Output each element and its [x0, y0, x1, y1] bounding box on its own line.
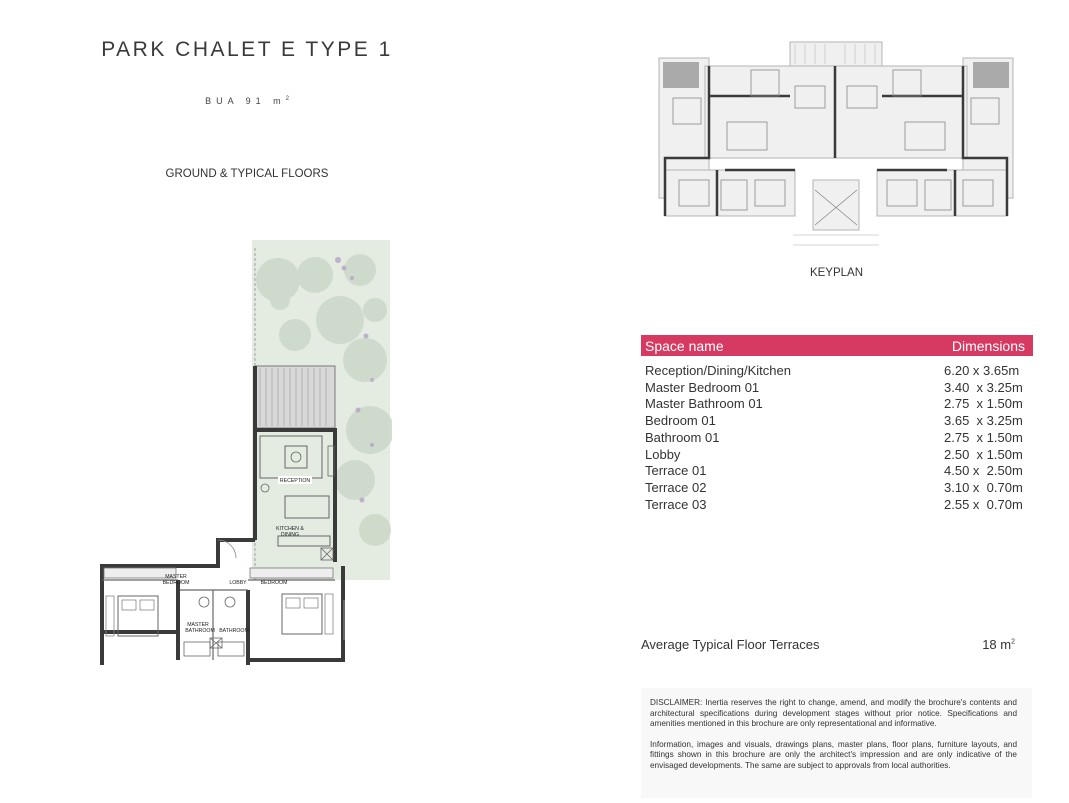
- label-master-bathroom-1: MASTER: [187, 622, 209, 628]
- terraces-value: 18 $m^2$: [982, 637, 1015, 652]
- label-kitchen-2: DINING: [280, 532, 300, 538]
- label-master-bedroom-2: BEDROOM: [162, 580, 190, 586]
- page-title: PARK CHALET E TYPE 1: [101, 38, 393, 61]
- label-kitchen-1: KITCHEN &: [276, 526, 304, 532]
- disclaimer-box: [641, 688, 1032, 798]
- table-header: [641, 335, 1033, 356]
- disclaimer-paragraph-1: DISCLAIMER: Inertia reserves the right to change, amend, and modify the brochure's contents and architectural specifications during development stages without prior notice. Specifications and amenities mentioned in this brochure are only representational and informative.: [650, 698, 1017, 728]
- table-row: Terrace 02 3.10 x 0.70m: [645, 479, 1023, 495]
- label-lobby: LOBBY: [229, 580, 247, 586]
- terrace-01: [255, 366, 335, 428]
- table-row: Lobby 2.50 x 1.50m: [645, 446, 1023, 462]
- table-row: Terrace 03 2.55 x 0.70m: [645, 496, 1023, 512]
- keyplan-drawing: [655, 40, 1017, 248]
- table-row: Master Bedroom 01 3.40 x 3.25m: [645, 379, 1023, 395]
- disclaimer-paragraph-2: Information, images and visuals, drawings plans, master plans, floor plans, furniture layouts, and fittings shown in this brochure are only the architect's impression and are only indicative of the envisaged developments. The same are subject to approvals from local authorities.: [650, 739, 1017, 770]
- table-row: Master Bathroom 01 2.75 x 1.50m: [645, 396, 1023, 412]
- label-bathroom: BATHROOM: [219, 628, 249, 634]
- floor-plan: [100, 240, 392, 668]
- terraces-summary: [641, 637, 1015, 652]
- table-row: Reception/Dining/Kitchen 6.20 x 3.65m: [645, 363, 1020, 378]
- header-dimensions: Dimensions: [951, 337, 1025, 354]
- bua-area: BUA 91 $m^2$: [205, 96, 289, 106]
- label-bedroom: BEDROOM: [260, 580, 288, 586]
- terraces-label: Average Typical Floor Terraces: [641, 637, 820, 652]
- floors-label: GROUND & TYPICAL FLOORS: [165, 168, 329, 180]
- label-master-bedroom-1: MASTER: [165, 574, 187, 580]
- label-master-bathroom-2: BATHROOM: [185, 628, 215, 634]
- header-space-name: Space name: [645, 337, 724, 354]
- dimensions-table: [645, 363, 1025, 513]
- table-row: Bathroom 01 2.75 x 1.50m: [645, 429, 1023, 445]
- keyplan-label: KEYPLAN: [809, 267, 864, 279]
- label-reception: RECEPTION: [279, 478, 311, 484]
- table-row: Terrace 01 4.50 x 2.50m: [645, 463, 1023, 479]
- table-row: Bedroom 01 3.65 x 3.25m: [645, 413, 1023, 429]
